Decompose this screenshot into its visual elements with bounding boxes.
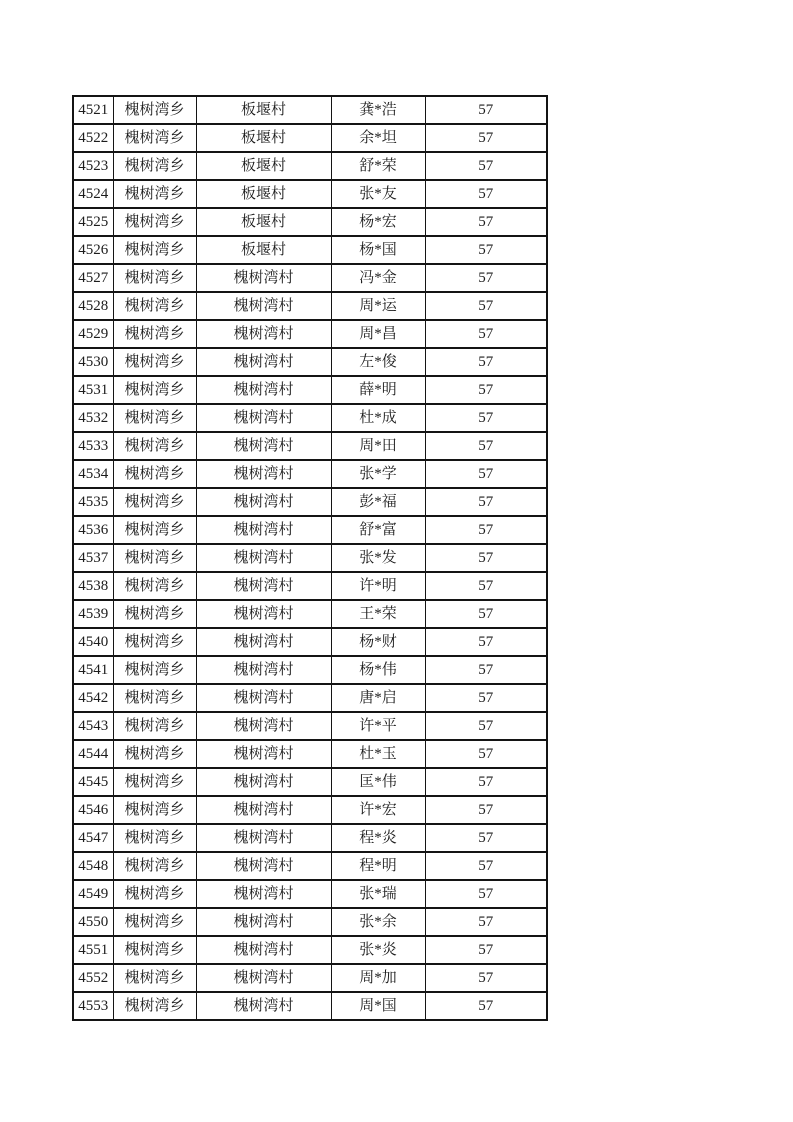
township-cell: 槐树湾乡 — [113, 936, 196, 964]
row-id-cell: 4551 — [73, 936, 113, 964]
village-cell: 槐树湾村 — [196, 768, 331, 796]
township-cell: 槐树湾乡 — [113, 404, 196, 432]
township-cell: 槐树湾乡 — [113, 908, 196, 936]
person-name-cell: 许*宏 — [331, 796, 425, 824]
township-cell: 槐树湾乡 — [113, 516, 196, 544]
table-row — [73, 208, 547, 236]
row-id-cell: 4542 — [73, 684, 113, 712]
row-id-cell: 4531 — [73, 376, 113, 404]
row-id-cell: 4529 — [73, 320, 113, 348]
table-row — [73, 180, 547, 208]
person-name-cell: 薛*明 — [331, 376, 425, 404]
table-row — [73, 964, 547, 992]
table-row — [73, 264, 547, 292]
value-cell: 57 — [425, 460, 547, 488]
village-cell: 槐树湾村 — [196, 824, 331, 852]
township-cell: 槐树湾乡 — [113, 208, 196, 236]
village-cell: 槐树湾村 — [196, 740, 331, 768]
person-name-cell: 杜*成 — [331, 404, 425, 432]
township-cell: 槐树湾乡 — [113, 152, 196, 180]
person-name-cell: 唐*启 — [331, 684, 425, 712]
value-cell: 57 — [425, 292, 547, 320]
value-cell: 57 — [425, 180, 547, 208]
village-cell: 槐树湾村 — [196, 600, 331, 628]
row-id-cell: 4541 — [73, 656, 113, 684]
person-name-cell: 左*俊 — [331, 348, 425, 376]
person-name-cell: 匡*伟 — [331, 768, 425, 796]
township-cell: 槐树湾乡 — [113, 656, 196, 684]
village-cell: 槐树湾村 — [196, 880, 331, 908]
table-row — [73, 628, 547, 656]
row-id-cell: 4544 — [73, 740, 113, 768]
village-cell: 槐树湾村 — [196, 348, 331, 376]
row-id-cell: 4521 — [73, 96, 113, 124]
village-cell: 槐树湾村 — [196, 684, 331, 712]
village-cell: 板堰村 — [196, 180, 331, 208]
person-name-cell: 周*加 — [331, 964, 425, 992]
value-cell: 57 — [425, 880, 547, 908]
table-row — [73, 880, 547, 908]
value-cell: 57 — [425, 376, 547, 404]
township-cell: 槐树湾乡 — [113, 768, 196, 796]
village-cell: 槐树湾村 — [196, 992, 331, 1020]
person-name-cell: 周*运 — [331, 292, 425, 320]
table-row — [73, 292, 547, 320]
township-cell: 槐树湾乡 — [113, 432, 196, 460]
township-cell: 槐树湾乡 — [113, 712, 196, 740]
table-row — [73, 908, 547, 936]
person-name-cell: 杨*财 — [331, 628, 425, 656]
person-name-cell: 张*友 — [331, 180, 425, 208]
value-cell: 57 — [425, 96, 547, 124]
person-name-cell: 周*昌 — [331, 320, 425, 348]
value-cell: 57 — [425, 740, 547, 768]
value-cell: 57 — [425, 600, 547, 628]
row-id-cell: 4526 — [73, 236, 113, 264]
row-id-cell: 4524 — [73, 180, 113, 208]
row-id-cell: 4545 — [73, 768, 113, 796]
person-name-cell: 张*发 — [331, 544, 425, 572]
village-cell: 槐树湾村 — [196, 796, 331, 824]
value-cell: 57 — [425, 404, 547, 432]
township-cell: 槐树湾乡 — [113, 292, 196, 320]
row-id-cell: 4533 — [73, 432, 113, 460]
table-row — [73, 348, 547, 376]
person-name-cell: 王*荣 — [331, 600, 425, 628]
village-cell: 槐树湾村 — [196, 656, 331, 684]
township-cell: 槐树湾乡 — [113, 124, 196, 152]
person-name-cell: 舒*富 — [331, 516, 425, 544]
value-cell: 57 — [425, 712, 547, 740]
row-id-cell: 4539 — [73, 600, 113, 628]
person-name-cell: 冯*金 — [331, 264, 425, 292]
township-cell: 槐树湾乡 — [113, 320, 196, 348]
row-id-cell: 4549 — [73, 880, 113, 908]
village-cell: 槐树湾村 — [196, 572, 331, 600]
table-row — [73, 124, 547, 152]
value-cell: 57 — [425, 796, 547, 824]
person-name-cell: 杨*伟 — [331, 656, 425, 684]
table-row — [73, 488, 547, 516]
person-name-cell: 彭*福 — [331, 488, 425, 516]
village-cell: 槐树湾村 — [196, 320, 331, 348]
village-cell: 槐树湾村 — [196, 544, 331, 572]
person-name-cell: 张*炎 — [331, 936, 425, 964]
township-cell: 槐树湾乡 — [113, 96, 196, 124]
person-name-cell: 张*瑞 — [331, 880, 425, 908]
table-row — [73, 740, 547, 768]
value-cell: 57 — [425, 852, 547, 880]
township-cell: 槐树湾乡 — [113, 348, 196, 376]
township-cell: 槐树湾乡 — [113, 824, 196, 852]
row-id-cell: 4523 — [73, 152, 113, 180]
table-row — [73, 824, 547, 852]
village-cell: 槐树湾村 — [196, 460, 331, 488]
township-cell: 槐树湾乡 — [113, 544, 196, 572]
value-cell: 57 — [425, 264, 547, 292]
village-cell: 板堰村 — [196, 152, 331, 180]
value-cell: 57 — [425, 628, 547, 656]
person-name-cell: 许*平 — [331, 712, 425, 740]
village-cell: 槐树湾村 — [196, 964, 331, 992]
table-row — [73, 656, 547, 684]
village-cell: 槐树湾村 — [196, 628, 331, 656]
village-cell: 槐树湾村 — [196, 292, 331, 320]
township-cell: 槐树湾乡 — [113, 236, 196, 264]
row-id-cell: 4537 — [73, 544, 113, 572]
row-id-cell: 4540 — [73, 628, 113, 656]
table-row — [73, 600, 547, 628]
township-cell: 槐树湾乡 — [113, 460, 196, 488]
value-cell: 57 — [425, 964, 547, 992]
row-id-cell: 4546 — [73, 796, 113, 824]
village-cell: 板堰村 — [196, 124, 331, 152]
table-row — [73, 96, 547, 124]
township-cell: 槐树湾乡 — [113, 992, 196, 1020]
row-id-cell: 4528 — [73, 292, 113, 320]
data-table — [72, 95, 548, 1021]
row-id-cell: 4527 — [73, 264, 113, 292]
table-row — [73, 684, 547, 712]
person-name-cell: 张*余 — [331, 908, 425, 936]
table-row — [73, 572, 547, 600]
township-cell: 槐树湾乡 — [113, 264, 196, 292]
table-row — [73, 460, 547, 488]
table-row — [73, 376, 547, 404]
value-cell: 57 — [425, 432, 547, 460]
township-cell: 槐树湾乡 — [113, 796, 196, 824]
village-cell: 槐树湾村 — [196, 516, 331, 544]
table-row — [73, 796, 547, 824]
person-name-cell: 杨*宏 — [331, 208, 425, 236]
person-name-cell: 杜*玉 — [331, 740, 425, 768]
village-cell: 槐树湾村 — [196, 712, 331, 740]
row-id-cell: 4534 — [73, 460, 113, 488]
village-cell: 槐树湾村 — [196, 404, 331, 432]
person-name-cell: 龚*浩 — [331, 96, 425, 124]
row-id-cell: 4553 — [73, 992, 113, 1020]
person-name-cell: 杨*国 — [331, 236, 425, 264]
row-id-cell: 4548 — [73, 852, 113, 880]
row-id-cell: 4550 — [73, 908, 113, 936]
township-cell: 槐树湾乡 — [113, 964, 196, 992]
table-row — [73, 236, 547, 264]
value-cell: 57 — [425, 348, 547, 376]
township-cell: 槐树湾乡 — [113, 600, 196, 628]
township-cell: 槐树湾乡 — [113, 880, 196, 908]
value-cell: 57 — [425, 572, 547, 600]
table-row — [73, 320, 547, 348]
township-cell: 槐树湾乡 — [113, 740, 196, 768]
row-id-cell: 4530 — [73, 348, 113, 376]
village-cell: 板堰村 — [196, 236, 331, 264]
table-row — [73, 152, 547, 180]
table-row — [73, 992, 547, 1020]
person-name-cell: 周*田 — [331, 432, 425, 460]
person-name-cell: 程*炎 — [331, 824, 425, 852]
person-name-cell: 舒*荣 — [331, 152, 425, 180]
value-cell: 57 — [425, 544, 547, 572]
value-cell: 57 — [425, 684, 547, 712]
table-row — [73, 544, 547, 572]
row-id-cell: 4538 — [73, 572, 113, 600]
value-cell: 57 — [425, 936, 547, 964]
value-cell: 57 — [425, 908, 547, 936]
row-id-cell: 4543 — [73, 712, 113, 740]
value-cell: 57 — [425, 208, 547, 236]
row-id-cell: 4536 — [73, 516, 113, 544]
village-cell: 槐树湾村 — [196, 264, 331, 292]
person-name-cell: 余*坦 — [331, 124, 425, 152]
value-cell: 57 — [425, 488, 547, 516]
township-cell: 槐树湾乡 — [113, 180, 196, 208]
value-cell: 57 — [425, 992, 547, 1020]
value-cell: 57 — [425, 236, 547, 264]
table-row — [73, 712, 547, 740]
table-row — [73, 404, 547, 432]
table-row — [73, 768, 547, 796]
value-cell: 57 — [425, 656, 547, 684]
township-cell: 槐树湾乡 — [113, 572, 196, 600]
person-name-cell: 张*学 — [331, 460, 425, 488]
table-row — [73, 516, 547, 544]
table-row — [73, 936, 547, 964]
village-cell: 槐树湾村 — [196, 432, 331, 460]
village-cell: 槐树湾村 — [196, 936, 331, 964]
village-cell: 槐树湾村 — [196, 488, 331, 516]
row-id-cell: 4547 — [73, 824, 113, 852]
township-cell: 槐树湾乡 — [113, 488, 196, 516]
value-cell: 57 — [425, 768, 547, 796]
village-cell: 板堰村 — [196, 96, 331, 124]
table-row — [73, 852, 547, 880]
row-id-cell: 4535 — [73, 488, 113, 516]
person-name-cell: 许*明 — [331, 572, 425, 600]
value-cell: 57 — [425, 124, 547, 152]
village-cell: 槐树湾村 — [196, 852, 331, 880]
township-cell: 槐树湾乡 — [113, 852, 196, 880]
village-cell: 槐树湾村 — [196, 376, 331, 404]
value-cell: 57 — [425, 516, 547, 544]
township-cell: 槐树湾乡 — [113, 376, 196, 404]
row-id-cell: 4525 — [73, 208, 113, 236]
person-name-cell: 周*国 — [331, 992, 425, 1020]
township-cell: 槐树湾乡 — [113, 628, 196, 656]
row-id-cell: 4532 — [73, 404, 113, 432]
value-cell: 57 — [425, 824, 547, 852]
value-cell: 57 — [425, 320, 547, 348]
table-row — [73, 432, 547, 460]
value-cell: 57 — [425, 152, 547, 180]
village-cell: 槐树湾村 — [196, 908, 331, 936]
table-body — [73, 96, 547, 1020]
row-id-cell: 4552 — [73, 964, 113, 992]
row-id-cell: 4522 — [73, 124, 113, 152]
person-name-cell: 程*明 — [331, 852, 425, 880]
township-cell: 槐树湾乡 — [113, 684, 196, 712]
village-cell: 板堰村 — [196, 208, 331, 236]
